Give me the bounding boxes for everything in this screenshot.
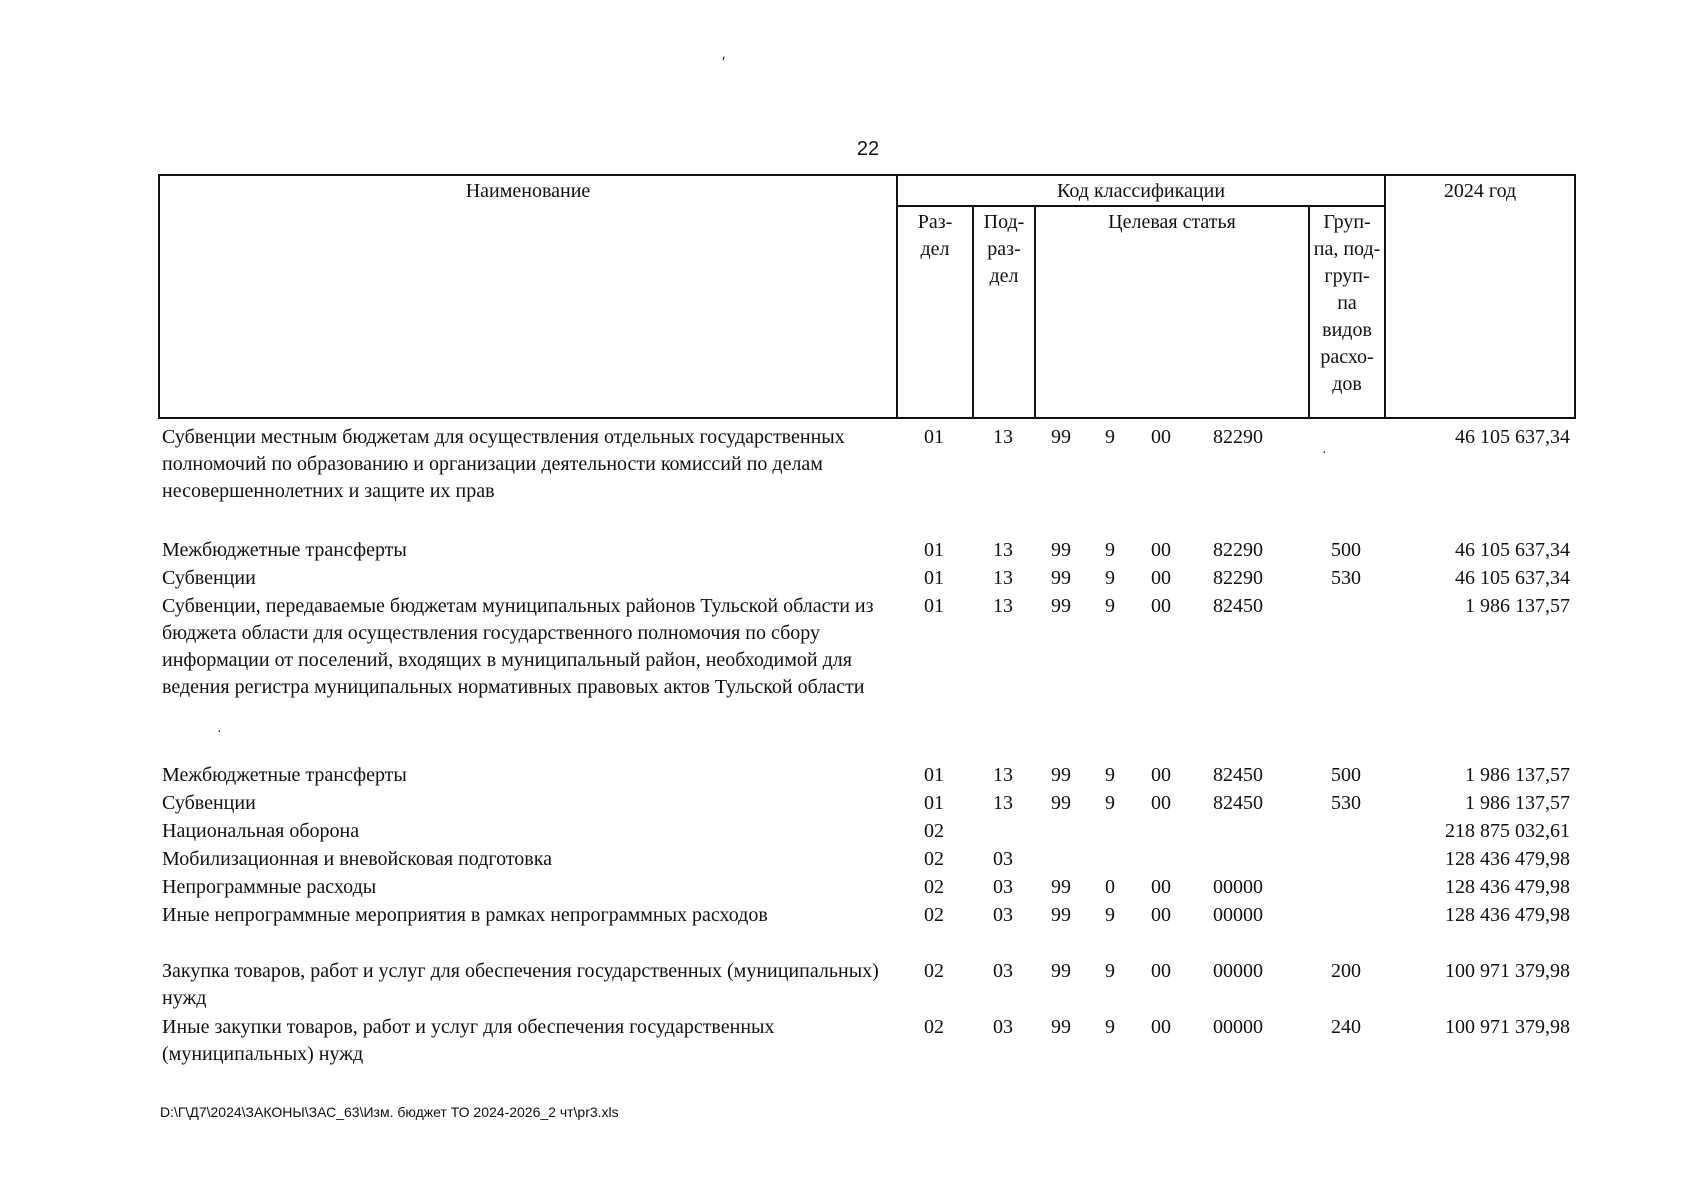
row-razdel: 01	[924, 567, 944, 589]
row-name: Мобилизационная и вневойсковая подготовка	[162, 848, 553, 870]
row-podrazdel: 13	[993, 539, 1013, 561]
row-vid: 240	[1331, 1016, 1361, 1038]
row-target-3: 00	[1151, 792, 1171, 814]
row-amount: 46 105 637,34	[1455, 426, 1570, 448]
page-number: 22	[856, 138, 880, 160]
row-podrazdel: 03	[993, 1016, 1013, 1038]
row-target-3: 00	[1151, 539, 1171, 561]
row-target-4: 00000	[1213, 904, 1263, 926]
row-target-4: 00000	[1213, 1016, 1263, 1038]
row-podrazdel: 13	[993, 792, 1013, 814]
row-name: Субвенции местным бюджетам для осуществления отдельных государственных полномочий по образованию и организации деятельности комиссий по делам несовершеннолетних и защите их прав	[162, 426, 845, 502]
row-target-4: 00000	[1213, 876, 1263, 898]
row-amount: 46 105 637,34	[1455, 567, 1570, 589]
row-amount: 218 875 032,61	[1445, 820, 1570, 842]
row-razdel: 01	[924, 426, 944, 448]
row-target-3: 00	[1151, 960, 1171, 982]
header-year: 2024 год	[1385, 175, 1575, 418]
row-target-1: 99	[1051, 595, 1071, 617]
row-amount: 128 436 479,98	[1445, 904, 1570, 926]
row-vid: 530	[1331, 792, 1361, 814]
row-target-1: 99	[1051, 876, 1071, 898]
row-target-2: 9	[1105, 1016, 1115, 1038]
row-amount: 46 105 637,34	[1455, 539, 1570, 561]
header-podrazdel: Под- раз- дел	[973, 206, 1035, 418]
header-razdel: Раз- дел	[897, 206, 973, 418]
row-razdel: 02	[924, 820, 944, 842]
row-target-4: 82450	[1213, 792, 1263, 814]
row-target-2: 9	[1105, 539, 1115, 561]
row-podrazdel: 03	[993, 876, 1013, 898]
row-target-2: 9	[1105, 960, 1115, 982]
row-podrazdel: 03	[993, 960, 1013, 982]
row-name: Закупка товаров, работ и услуг для обеспечения государственных (муниципальных) нужд	[162, 960, 879, 1009]
row-vid: 500	[1331, 539, 1361, 561]
row-amount: 100 971 379,98	[1445, 960, 1570, 982]
row-target-3: 00	[1151, 595, 1171, 617]
stray-tick-mark: ʹ	[722, 54, 726, 71]
row-name: Непрограммные расходы	[162, 876, 377, 898]
row-target-3: 00	[1151, 876, 1171, 898]
row-target-3: 00	[1151, 904, 1171, 926]
row-razdel: 02	[924, 1016, 944, 1038]
row-name: Субвенции	[162, 792, 256, 814]
row-target-4: 82450	[1213, 764, 1263, 786]
row-target-1: 99	[1051, 567, 1071, 589]
row-vid: 500	[1331, 764, 1361, 786]
stray-dot-mark: ·	[217, 725, 222, 740]
table-header	[158, 174, 1576, 419]
row-target-1: 99	[1051, 539, 1071, 561]
row-razdel: 01	[924, 539, 944, 561]
row-target-1: 99	[1051, 904, 1071, 926]
header-group: Груп- па, под- груп- па видов расхо- дов	[1309, 206, 1385, 418]
row-target-1: 99	[1051, 1016, 1071, 1038]
row-razdel: 01	[924, 792, 944, 814]
row-amount: 128 436 479,98	[1445, 876, 1570, 898]
row-razdel: 02	[924, 904, 944, 926]
row-target-2: 9	[1105, 904, 1115, 926]
row-razdel: 02	[924, 848, 944, 870]
row-target-1: 99	[1051, 960, 1071, 982]
row-podrazdel: 13	[993, 595, 1013, 617]
row-name: Межбюджетные трансферты	[162, 539, 407, 561]
row-target-1: 99	[1051, 426, 1071, 448]
file-path-footer: D:\Г\Д7\2024\ЗАКОНЫ\ЗАС_63\Изм. бюджет ТО 2024-2026_2 чт\pr3.xls	[160, 1104, 619, 1120]
row-razdel: 01	[924, 595, 944, 617]
row-amount: 1 986 137,57	[1465, 595, 1570, 617]
row-name: Национальная оборона	[162, 820, 360, 842]
row-podrazdel: 13	[993, 764, 1013, 786]
row-target-2: 9	[1105, 595, 1115, 617]
row-amount: 1 986 137,57	[1465, 792, 1570, 814]
header-name: Наименование	[159, 175, 897, 418]
row-target-2: 9	[1105, 792, 1115, 814]
row-target-1: 99	[1051, 764, 1071, 786]
row-target-3: 00	[1151, 426, 1171, 448]
row-razdel: 01	[924, 764, 944, 786]
header-target: Целевая статья	[1035, 206, 1309, 418]
row-target-3: 00	[1151, 567, 1171, 589]
row-name: Иные закупки товаров, работ и услуг для обеспечения государственных (муниципальных) нужд	[162, 1016, 775, 1065]
row-vid: 200	[1331, 960, 1361, 982]
header-classification: Код классификации	[897, 175, 1385, 206]
row-target-4: 00000	[1213, 960, 1263, 982]
row-target-2: 0	[1105, 876, 1115, 898]
row-razdel: 02	[924, 876, 944, 898]
row-name: Субвенции, передаваемые бюджетам муниципальных районов Тульской области из бюджета области для осуществления государственного полномочия по сбору информации от поселений, входящих в муниципальный район, необходимой для ведения регистра муниципальных нормативных правовых актов Тульской области	[162, 595, 874, 698]
row-target-4: 82290	[1213, 539, 1263, 561]
row-name: Межбюджетные трансферты	[162, 764, 407, 786]
row-target-2: 9	[1105, 567, 1115, 589]
row-target-3: 00	[1151, 764, 1171, 786]
row-podrazdel: 13	[993, 426, 1013, 448]
row-amount: 128 436 479,98	[1445, 848, 1570, 870]
row-name: Субвенции	[162, 567, 256, 589]
row-name: Иные непрограммные мероприятия в рамках непрограммных расходов	[162, 904, 768, 926]
row-amount: 1 986 137,57	[1465, 764, 1570, 786]
stray-dot-mark: ·	[1322, 446, 1327, 461]
row-target-2: 9	[1105, 426, 1115, 448]
row-target-4: 82290	[1213, 567, 1263, 589]
row-razdel: 02	[924, 960, 944, 982]
row-vid: 530	[1331, 567, 1361, 589]
row-target-4: 82450	[1213, 595, 1263, 617]
row-target-4: 82290	[1213, 426, 1263, 448]
row-amount: 100 971 379,98	[1445, 1016, 1570, 1038]
row-target-2: 9	[1105, 764, 1115, 786]
row-target-3: 00	[1151, 1016, 1171, 1038]
row-podrazdel: 13	[993, 567, 1013, 589]
row-podrazdel: 03	[993, 848, 1013, 870]
row-target-1: 99	[1051, 792, 1071, 814]
row-podrazdel: 03	[993, 904, 1013, 926]
